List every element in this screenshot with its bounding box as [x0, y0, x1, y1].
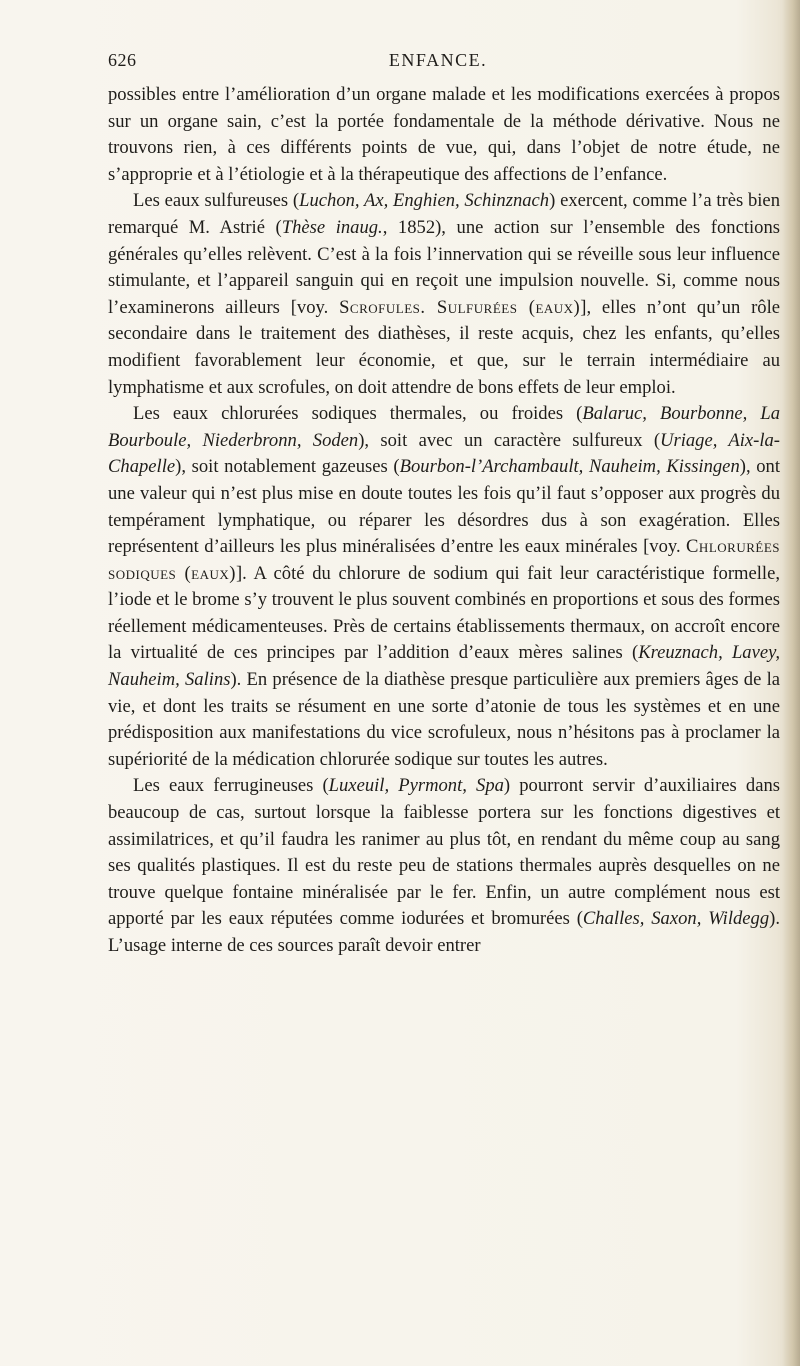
- small-caps-reference: Chlorurées sodiques (eaux): [108, 536, 780, 584]
- page-edge-shadow: [782, 0, 800, 1366]
- italic-text: Uriage, Aix-la-Chapelle: [108, 429, 780, 478]
- body-text: [108, 82, 780, 960]
- italic-text: Bourbon-l’Archambault, Nauheim, Kissingen: [399, 456, 740, 478]
- text-run: ]. A côté du chlorure de sodium qui fait leur caractéristique formelle, l’iode et le brome s’y trouvent le plus souvent combinés en proportions et sous des formes réellement médicamenteuses. Près de certains établissements thermaux, on accroît encore la virtualité de ces principes par l’addition d’eaux mères salines (: [108, 562, 780, 664]
- paragraph: [108, 82, 780, 188]
- text-run: ), soit notablement gazeuses (: [175, 456, 400, 478]
- small-caps-reference: Scrofules. Sulfurées (eaux): [339, 296, 581, 318]
- italic-text: Balaruc, Bourbonne, La Bourboule, Niederbronn, Soden: [108, 403, 781, 451]
- text-run: Les eaux chlorurées sodiques thermales, ou froides (: [133, 403, 583, 425]
- text-run: possibles entre l’amélioration d’un organe malade et les modifications exercées à propos sur un organe sain, c’est la portée fondamentale de la méthode dérivative. Nous ne trouvons rien, à ces différents points de vue, qui, dans l’objet de notre étude, ne s’approprie et à l’étiologie et à la thérapeutique des affections de l’enfance.: [108, 84, 780, 185]
- text-run: , 1852), une action sur l’ensemble des fonctions générales qu’elles relèvent. C’est à la fois l’innervation qui se réveille sous leur influence stimulante, et l’appareil sanguin qui en reçoit une impulsion nouvelle. Si, comme nous l’examinerons ailleurs [voy.: [108, 216, 781, 318]
- text-run: ), soit avec un caractère sulfureux (: [358, 429, 661, 451]
- italic-text: Luxeuil, Pyrmont, Spa: [328, 775, 504, 797]
- text-run: ). En présence de la diathèse presque particulière aux premiers âges de la vie, et dont les traits se résument en une sorte d’atonie de tous les systèmes et en une prédisposition aux manifestations du vice scrofuleux, nous n’hésitons pas à proclamer la supériorité de la médication chlorurée sodique sur toutes les autres.: [108, 669, 780, 770]
- paragraph: [108, 188, 780, 401]
- italic-text: Challes, Saxon, Wildegg: [582, 908, 770, 930]
- text-run: Les eaux sulfureuses (: [133, 190, 300, 212]
- italic-text: Thèse inaug.: [281, 216, 383, 238]
- italic-text: Kreuznach, Lavey, Nauheim, Salins: [108, 642, 780, 691]
- page-header: [108, 50, 768, 74]
- paragraph: [108, 773, 780, 959]
- running-head: ENFANCE.: [388, 50, 488, 70]
- page-number: 626: [108, 50, 137, 70]
- text-run: Les eaux ferrugineuses (: [133, 775, 329, 797]
- paragraph: [108, 401, 780, 773]
- italic-text: Luchon, Ax, Enghien, Schinznach: [299, 190, 550, 212]
- text-run: ) exercent, comme l’a très bien remarqué M. Astrié (: [108, 190, 780, 238]
- text-run: ], elles n’ont qu’un rôle secondaire dans le traitement des diathèses, il reste acquis, chez les enfants, qu’elles modifient favorablement leur économie, et que, sur le terrain intermédiaire au lymphatisme et aux scrofules, on doit attendre de bons effets de leur emploi.: [108, 296, 781, 398]
- text-run: ). L’usage interne de ces sources paraît devoir entrer: [108, 908, 780, 956]
- text-run: ) pourront servir d’auxiliaires dans beaucoup de cas, surtout lorsque la faiblesse portera sur les fonctions digestives et assimilatrices, et qu’il faudra les ranimer au plus tôt, en rendant du même coup au sang ses qualités plastiques. Il est du reste peu de stations thermales auprès desquelles on ne trouve quelque fontaine minéralisée par le fer. Enfin, un autre complément nous est apporté par les eaux réputées comme iodurées et bromurées (: [108, 775, 780, 930]
- text-run: ), ont une valeur qui n’est plus mise en doute toutes les fois qu’il faut s’opposer aux progrès du tempérament lymphatique, ou réparer les désordres dus à son exagération. Elles représentent d’ailleurs les plus minéralisées d’entre les eaux minérales [voy.: [108, 456, 780, 558]
